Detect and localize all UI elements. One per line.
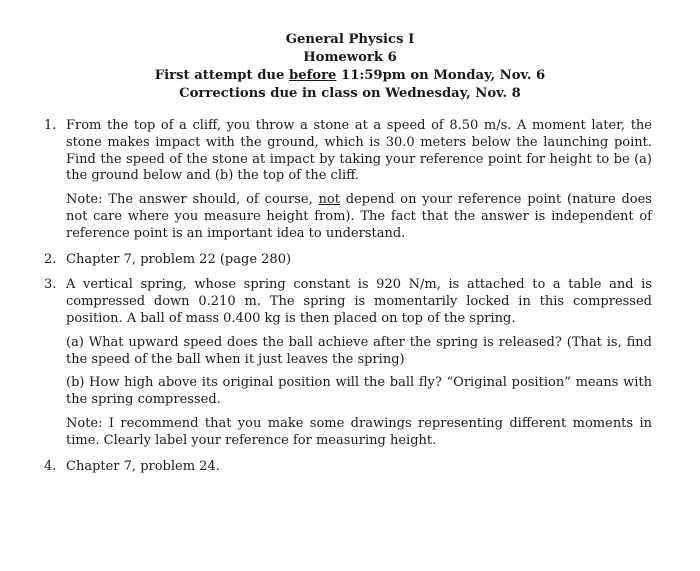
problem-part-b: (b) How high above its original position will the ball fly? “Original position” means with the spring compressed.	[66, 375, 652, 408]
first-attempt-emphasis: before	[289, 68, 337, 83]
problem-note: Note: I recommend that you make some drawings representing different moments in time. Clearly label your reference for measuring height.	[66, 415, 652, 448]
problem-list	[44, 118, 652, 484]
first-attempt-prefix: First attempt due	[154, 68, 289, 83]
problem-1	[44, 118, 652, 243]
homework-title: Homework 6	[303, 50, 397, 65]
problem-text: A vertical spring, whose spring constant is 920 N/m, is attached to a table and is compressed down 0.210 m. The spring is momentarily locked in this compressed position. A ball of mass 0.400 kg is then placed on top of the spring.	[66, 277, 652, 326]
problem-3	[44, 277, 652, 449]
corrections-due: Corrections due in class on Wednesday, Nov. 8	[179, 86, 521, 101]
note-prefix: Note: The answer should, of course,	[66, 192, 319, 208]
problem-2	[44, 252, 652, 269]
problem-number: 3.	[44, 277, 57, 293]
note-suffix: depend on your reference point (nature does not care where you measure height from). The fact that the answer is independent of reference point is an important idea to understand.	[66, 192, 653, 241]
problem-part-a: (a) What upward speed does the ball achieve after the spring is released? (That is, find the speed of the ball when it just leaves the spring)	[66, 334, 652, 367]
problem-number: 4.	[44, 458, 57, 474]
problem-4	[44, 459, 652, 476]
course-title: General Physics I	[285, 32, 415, 47]
first-attempt-due	[0, 67, 700, 85]
problem-text: Chapter 7, problem 22 (page 280)	[66, 251, 292, 267]
problem-note	[66, 192, 652, 242]
problem-text: From the top of a cliff, you throw a stone at a speed of 8.50 m/s. A moment later, the stone makes impact with the ground, which is 30.0 meters below the launching point. Find the speed of the stone at impact by taking your reference point for height to be (a) the ground below and (b) the top of the cliff.	[66, 118, 652, 184]
first-attempt-suffix: 11:59pm on Monday, Nov. 6	[336, 68, 546, 83]
document-header	[0, 31, 700, 103]
problem-text: Chapter 7, problem 24.	[66, 458, 220, 474]
problem-number: 2.	[44, 251, 57, 267]
note-emphasis: not	[318, 192, 340, 208]
problem-number: 1.	[44, 118, 57, 133]
